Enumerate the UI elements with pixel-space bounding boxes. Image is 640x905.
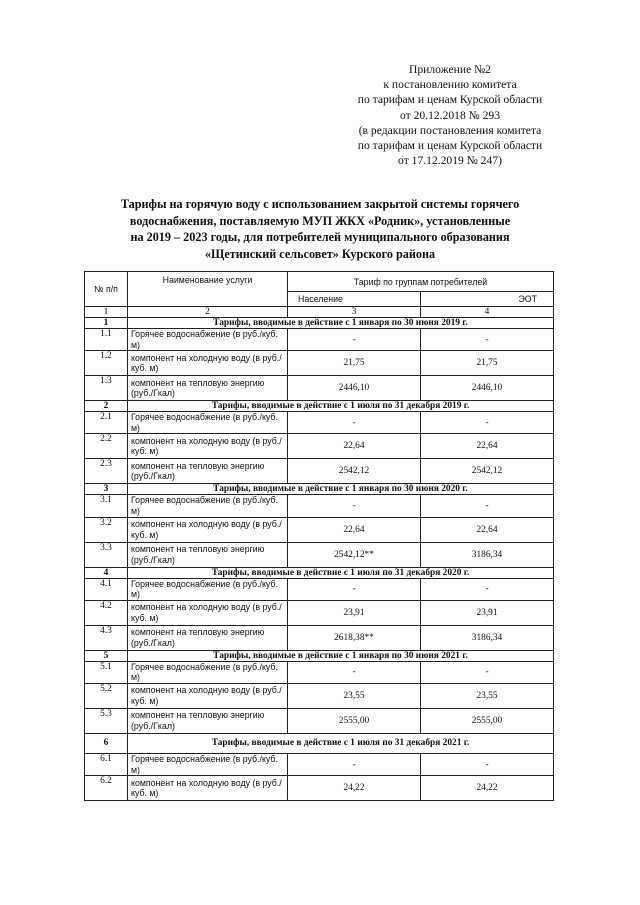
annex-reference [330, 62, 570, 168]
tariff-eot: - [421, 495, 554, 517]
tariff-population: 2618,38** [288, 625, 421, 650]
group-row [85, 650, 554, 661]
group-row [85, 733, 554, 753]
tariff-population: 2542,12** [288, 542, 421, 567]
tariff-eot: 3186,34 [421, 625, 554, 650]
group-row [85, 567, 554, 578]
group-number: 5 [85, 650, 128, 661]
table-row [85, 329, 554, 351]
annex-line: (в редакции постановления комитета [358, 123, 542, 137]
service-name: компонент на холодную воду (в руб./куб. м) [128, 776, 288, 801]
tariff-population: 2446,10 [288, 376, 421, 401]
tariff-eot: - [421, 329, 554, 351]
tariff-population: - [288, 412, 421, 434]
header-tariff-group: Тариф по группам потребителей [288, 272, 554, 292]
table-row [85, 625, 554, 650]
service-name: компонент на тепловую энергию (руб./Гкал) [128, 542, 288, 567]
header-num: № п/п [85, 272, 128, 307]
tariff-eot: 21,75 [421, 351, 554, 376]
service-name: Горячее водоснабжение (в руб./куб. м) [128, 412, 288, 434]
annex-line: от 20.12.2018 № 293 [399, 108, 501, 122]
group-title: Тарифы, вводимые в действие с 1 января по 30 июня 2021 г. [128, 650, 554, 661]
table-row [85, 683, 554, 708]
tariff-population: 23,91 [288, 600, 421, 625]
service-name: Горячее водоснабжение (в руб./куб. м) [128, 578, 288, 600]
service-name: компонент на холодную воду (в руб./куб. м) [128, 434, 288, 459]
table-row [85, 434, 554, 459]
annex-line: по тарифам и ценам Курской области [357, 139, 543, 153]
column-number: 3 [288, 307, 421, 318]
service-name: компонент на тепловую энергию (руб./Гкал) [128, 625, 288, 650]
group-number: 1 [85, 318, 128, 329]
title-line: Тарифы на горячую воду с использованием закрытой системы горячего [120, 197, 520, 211]
tariff-eot: 22,64 [421, 434, 554, 459]
row-number: 4.3 [85, 625, 128, 650]
service-name: компонент на тепловую энергию (руб./Гкал) [128, 459, 288, 484]
title-line: «Щетинский сельсовет» Курского района [204, 246, 436, 261]
table-row [85, 578, 554, 600]
row-number: 5.2 [85, 683, 128, 708]
service-name: Горячее водоснабжение (в руб./куб. м) [128, 495, 288, 517]
tariff-population: - [288, 495, 421, 517]
row-number: 4.2 [85, 600, 128, 625]
group-number: 2 [85, 401, 128, 412]
table-row [85, 351, 554, 376]
group-number: 6 [85, 733, 128, 753]
column-number: 1 [85, 307, 128, 318]
service-name: компонент на тепловую энергию (руб./Гкал) [128, 708, 288, 733]
group-number: 3 [85, 484, 128, 495]
row-number: 5.3 [85, 708, 128, 733]
tariff-eot: 22,64 [421, 517, 554, 542]
tariff-eot: - [421, 753, 554, 775]
row-number: 3.1 [85, 495, 128, 517]
tariff-population: - [288, 661, 421, 683]
tariff-population: 21,75 [288, 351, 421, 376]
row-number: 2.3 [85, 459, 128, 484]
row-number: 1.1 [85, 329, 128, 351]
table-row [85, 753, 554, 775]
service-name: компонент на холодную воду (в руб./куб. м) [128, 351, 288, 376]
group-title: Тарифы, вводимые в действие с 1 июля по 31 декабря 2021 г. [128, 733, 554, 753]
service-name: Горячее водоснабжение (в руб./куб. м) [128, 753, 288, 775]
row-number: 5.1 [85, 661, 128, 683]
table-row [85, 661, 554, 683]
row-number: 6.2 [85, 776, 128, 801]
service-name: Горячее водоснабжение (в руб./куб. м) [128, 329, 288, 351]
table-row [85, 542, 554, 567]
group-number: 4 [85, 567, 128, 578]
service-name: компонент на холодную воду (в руб./куб. м) [128, 600, 288, 625]
tariff-population: 2542,12 [288, 459, 421, 484]
tariff-population: - [288, 578, 421, 600]
table-row [85, 708, 554, 733]
row-number: 1.3 [85, 376, 128, 401]
tariff-eot: 23,55 [421, 683, 554, 708]
tariff-eot: 2542,12 [421, 459, 554, 484]
header-eot: ЭОТ [421, 292, 554, 307]
row-number: 6.1 [85, 753, 128, 775]
group-row [85, 484, 554, 495]
tariff-eot: 23,91 [421, 600, 554, 625]
document-title [96, 196, 544, 262]
group-title: Тарифы, вводимые в действие с 1 июля по 31 декабря 2019 г. [128, 401, 554, 412]
header-population: Население [288, 292, 421, 307]
group-title: Тарифы, вводимые в действие с 1 января по 30 июня 2019 г. [128, 318, 554, 329]
group-row [85, 401, 554, 412]
tariff-eot: 24,22 [421, 776, 554, 801]
tariff-eot: 3186,34 [421, 542, 554, 567]
row-number: 1.2 [85, 351, 128, 376]
tariff-population: - [288, 753, 421, 775]
row-number: 3.2 [85, 517, 128, 542]
row-number: 3.3 [85, 542, 128, 567]
tariff-eot: 2555,00 [421, 708, 554, 733]
tariff-table [84, 271, 554, 801]
header-service-name: Наименование услуги [128, 272, 288, 307]
annex-line: к постановлению комитета [383, 78, 517, 92]
service-name: компонент на тепловую энергию (руб./Гкал) [128, 376, 288, 401]
table-row [85, 600, 554, 625]
annex-line: по тарифам и ценам Курской области [357, 93, 543, 107]
annex-line: от 17.12.2019 № 247) [398, 154, 502, 168]
row-number: 4.1 [85, 578, 128, 600]
tariff-population: 23,55 [288, 683, 421, 708]
group-title: Тарифы, вводимые в действие с 1 января по 30 июня 2020 г. [128, 484, 554, 495]
tariff-population: - [288, 329, 421, 351]
table-row [85, 776, 554, 801]
title-line: водоснабжения, поставляемую МУП ЖКХ «Родник», установленные [129, 213, 511, 228]
service-name: компонент на холодную воду (в руб./куб. м) [128, 683, 288, 708]
table-row [85, 376, 554, 401]
service-name: Горячее водоснабжение (в руб./куб. м) [128, 661, 288, 683]
tariff-population: 22,64 [288, 517, 421, 542]
column-number: 4 [421, 307, 554, 318]
tariff-eot: 2446,10 [421, 376, 554, 401]
table-row [85, 412, 554, 434]
tariff-population: 24,22 [288, 776, 421, 801]
group-title: Тарифы, вводимые в действие с 1 июля по 31 декабря 2020 г. [128, 567, 554, 578]
title-line: на 2019 – 2023 годы, для потребителей муниципального образования [130, 230, 510, 244]
tariff-eot: - [421, 412, 554, 434]
tariff-population: 2555,00 [288, 708, 421, 733]
column-number: 2 [128, 307, 288, 318]
table-row [85, 495, 554, 517]
tariff-population: 22,64 [288, 434, 421, 459]
row-number: 2.1 [85, 412, 128, 434]
table-row [85, 459, 554, 484]
tariff-eot: - [421, 661, 554, 683]
table-row [85, 517, 554, 542]
tariff-eot: - [421, 578, 554, 600]
group-row [85, 318, 554, 329]
service-name: компонент на холодную воду (в руб./куб. м) [128, 517, 288, 542]
row-number: 2.2 [85, 434, 128, 459]
annex-line: Приложение №2 [409, 63, 491, 76]
